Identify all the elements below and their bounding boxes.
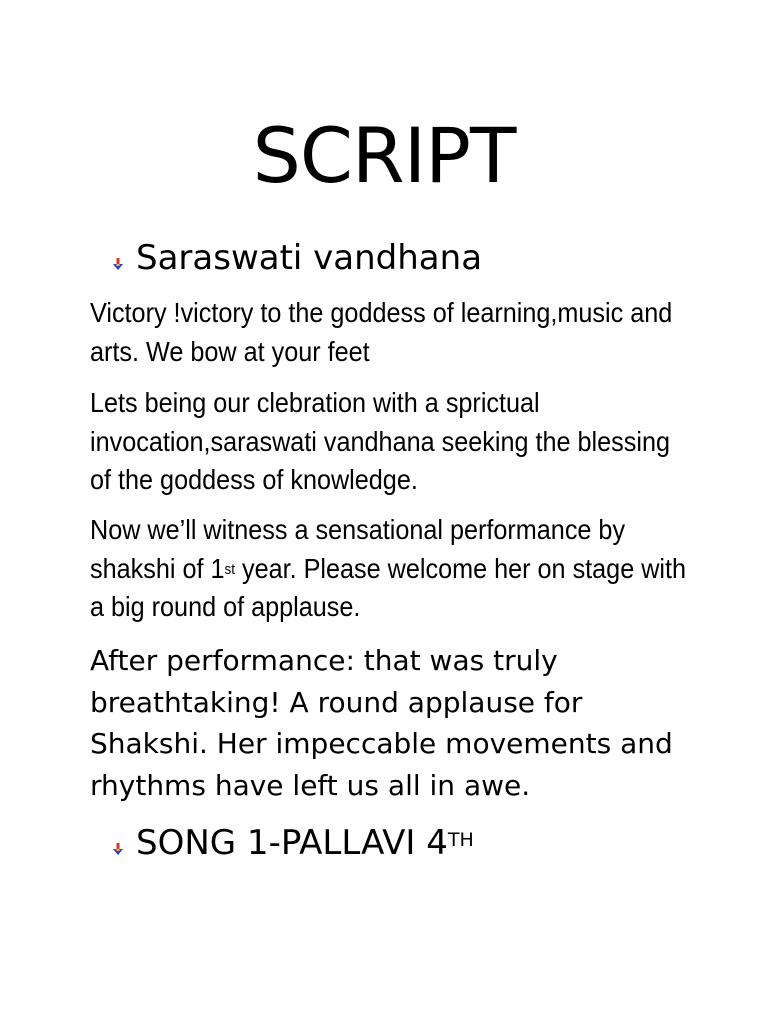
paragraph-after-performance: After performance: that was truly breathtaking! A round applause for Shakshi. Her impeccable movements and rhythms have left us all in awe. [90, 644, 673, 802]
bullet-item-saraswati [112, 238, 482, 278]
ordinal-suffix: TH [447, 829, 474, 851]
paragraph-text: Now we’ll witness a sensational performance by shakshi of 1 [90, 514, 626, 584]
document-title: SCRIPT [252, 111, 516, 200]
down-arrow-bullet-icon [112, 842, 124, 856]
bullet-item-song [112, 823, 474, 863]
bullet-heading-text: SONG 1-PALLAVI 4 [136, 823, 448, 863]
bullet-heading: Saraswati vandhana [136, 238, 483, 278]
paragraph-victory: Victory !victory to the goddess of learning,music and arts. We bow at your feet [90, 297, 673, 367]
paragraph-text: year. Please welcome her on stage with a big round of applause. [90, 552, 687, 622]
paragraph-performance-intro [90, 511, 689, 627]
paragraph-celebration: Lets being our clebration with a sprictual invocation,saraswati vandhana seeking the blessing of the goddess of knowledge. [90, 387, 670, 495]
ordinal-suffix: st [224, 560, 235, 578]
bullet-heading [136, 823, 474, 863]
down-arrow-bullet-icon [112, 257, 124, 271]
